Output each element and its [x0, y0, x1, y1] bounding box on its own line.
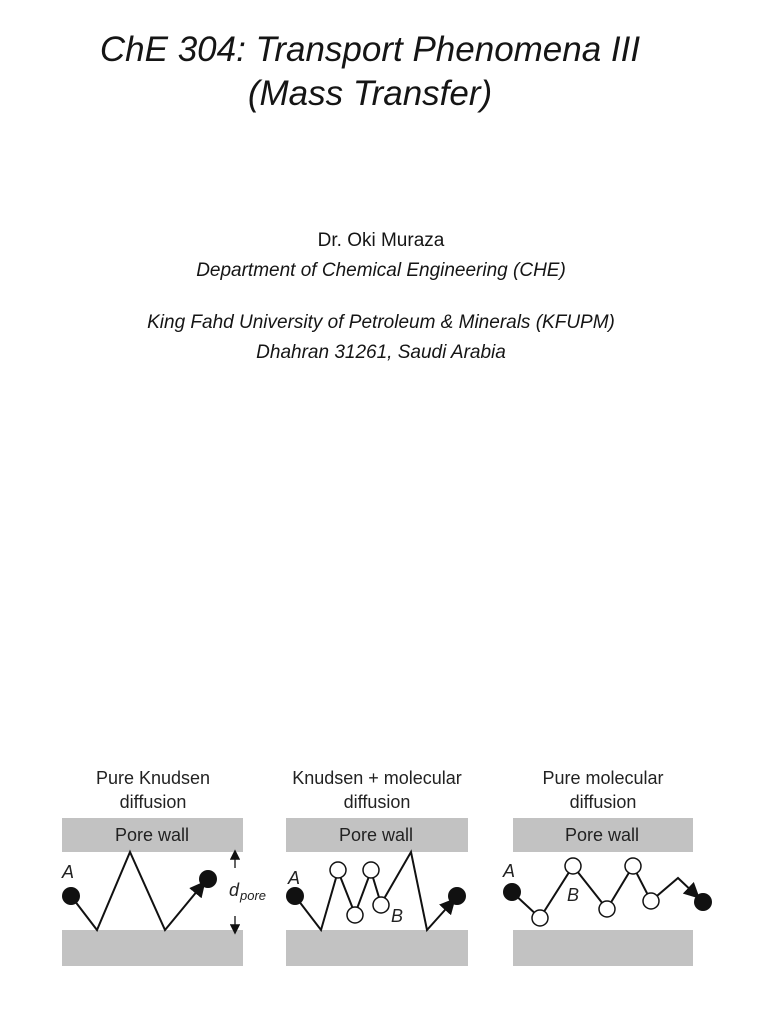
pore-wall-label: Pore wall	[338, 825, 414, 845]
pore-wall-bottom	[513, 930, 693, 966]
panel-1-caption-line-2: diffusion	[119, 792, 187, 812]
label-a: A	[62, 862, 75, 882]
molecule-a	[286, 887, 304, 905]
label-b: B	[567, 885, 580, 905]
panel-pure-knudsen	[61, 768, 266, 966]
panel-knudsen-molecular	[286, 768, 468, 966]
panel-3-caption-line-1: Pure molecular	[542, 768, 664, 788]
diffusion-figure	[0, 756, 768, 976]
panel-pure-molecular	[502, 768, 712, 966]
department-name: Department of Chemical Engineering (CHE)	[196, 260, 566, 281]
slide-title	[0, 28, 740, 116]
molecule-b	[565, 858, 581, 874]
molecule-a-end	[694, 893, 712, 911]
panel-1-caption-line-1: Pure Knudsen	[95, 768, 211, 788]
location-text: Dhahran 31261, Saudi Arabia	[256, 342, 506, 363]
molecule-a-end	[199, 870, 217, 888]
pore-wall-bottom	[286, 930, 468, 966]
pore-wall-label: Pore wall	[114, 825, 190, 845]
molecule-a-end	[448, 887, 466, 905]
dimension-subscript: pore	[240, 888, 267, 903]
title-line-2: (Mass Transfer)	[247, 74, 493, 113]
diffusion-diagram	[0, 756, 768, 976]
panel-2-caption-line-2: diffusion	[343, 792, 411, 812]
label-b: B	[391, 906, 404, 926]
panel-3-caption-line-2: diffusion	[569, 792, 637, 812]
molecule-a	[62, 887, 80, 905]
molecule-b	[330, 862, 346, 878]
molecule-b	[373, 897, 389, 913]
label-a: A	[503, 861, 516, 881]
university-name: King Fahd University of Petroleum & Minerals (KFUPM)	[147, 312, 615, 333]
author-name: Dr. Oki Muraza	[317, 230, 445, 251]
dimension-label: d	[229, 880, 240, 900]
molecule-b	[363, 862, 379, 878]
pore-wall-label: Pore wall	[564, 825, 640, 845]
molecule-b	[643, 893, 659, 909]
molecule-b	[532, 910, 548, 926]
author-block	[0, 226, 762, 368]
molecule-b	[599, 901, 615, 917]
molecule-a	[503, 883, 521, 901]
molecule-b	[347, 907, 363, 923]
label-a: A	[288, 868, 301, 888]
title-line-1: ChE 304: Transport Phenomena III	[99, 30, 641, 69]
pore-wall-bottom	[62, 930, 243, 966]
panel-2-caption-line-1: Knudsen + molecular	[292, 768, 462, 788]
knudsen-path	[71, 852, 203, 930]
molecule-b	[625, 858, 641, 874]
